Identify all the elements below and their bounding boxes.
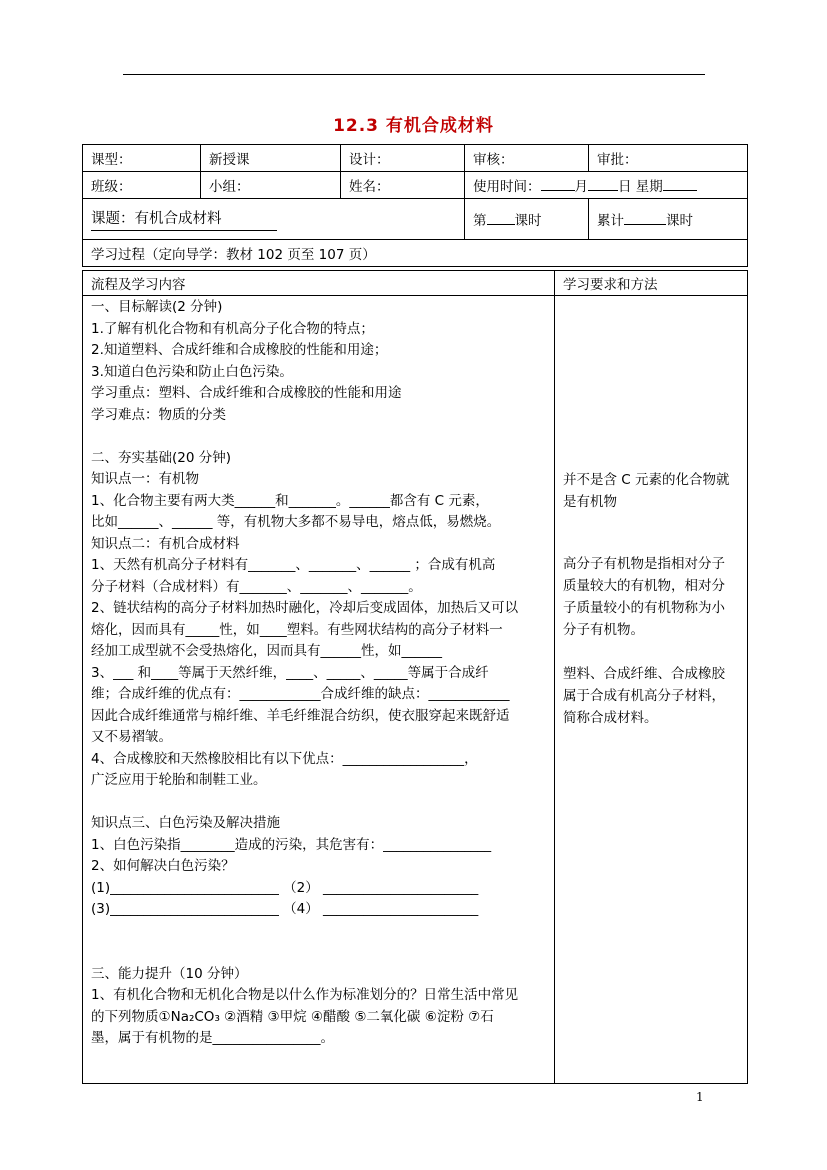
content-line: 分子材料（合成材料）有_______、_______、_______。 xyxy=(91,578,422,595)
method-note xyxy=(563,553,739,641)
method-note-line: 子质量较小的有机物称为小 xyxy=(563,600,725,616)
method-note xyxy=(563,469,739,513)
method-note-line: 属于合成有机高分子材料， xyxy=(563,688,725,704)
content-line: (3)_________________________ （4） _______________________ xyxy=(91,901,479,917)
content-line xyxy=(91,921,546,943)
content-line: 广泛应用于轮胎和制鞋工业。 xyxy=(91,772,267,788)
month-label: 月 xyxy=(574,179,588,195)
weekday-blank xyxy=(663,176,697,191)
content-right xyxy=(555,296,748,1084)
method-note-line: 是有机物 xyxy=(563,494,617,510)
content-line: 1、有机化合物和无机化合物是以什么作为标准划分的？日常生活中常见 xyxy=(91,987,519,1003)
designer-label: 设计： xyxy=(341,145,465,172)
course-type-value: 新授课 xyxy=(201,145,341,172)
learning-process: 学习过程（定向导学：教材 102 页至 107 页） xyxy=(83,240,748,267)
content-line: 一、目标解读(2 分钟) xyxy=(91,299,223,315)
content-table xyxy=(82,270,748,1084)
content-line: 知识点三、白色污染及解决措施 xyxy=(91,815,280,831)
content-body-row xyxy=(83,296,748,1084)
content-header-row xyxy=(83,271,748,296)
info-row-1 xyxy=(83,145,748,172)
content-line xyxy=(91,942,546,964)
content-line: 2、链状结构的高分子材料加热时融化，冷却后变成固体，加热后又可以 xyxy=(91,600,519,616)
right-header: 学习要求和方法 xyxy=(555,271,748,296)
total-suffix: 课时 xyxy=(666,213,693,229)
course-type-label: 课型： xyxy=(83,145,201,172)
content-line: 三、能力提升（10 分钟） xyxy=(91,965,248,982)
total-count xyxy=(589,199,748,240)
usage-time xyxy=(465,172,748,199)
month-blank xyxy=(541,176,575,191)
content-line: 3、___ 和____等属于天然纤维，____、_____、_____等属于合成纤 xyxy=(91,664,489,681)
left-header: 流程及学习内容 xyxy=(83,271,555,296)
content-line: 1.了解有机化合物和有机高分子化合物的特点； xyxy=(91,320,374,337)
content-line: 熔化，因而具有_____性，如____塑料。有些网状结构的高分子材料一 xyxy=(91,621,503,638)
content-line xyxy=(91,792,546,814)
info-row-4 xyxy=(83,240,748,267)
content-line: 二、夯实基础(20 分钟) xyxy=(91,449,232,466)
reviewer-label: 审核： xyxy=(465,145,589,172)
content-line: 学习重点：塑料、合成纤维和合成橡胶的性能和用途 xyxy=(91,385,402,401)
total-prefix: 累计 xyxy=(597,213,624,229)
info-table xyxy=(82,144,748,267)
method-note-line: 塑料、合成纤维、合成橡胶 xyxy=(563,666,725,682)
content-line: 1、化合物主要有两大类______和_______。______都含有 C 元素， xyxy=(91,492,489,509)
topic-label: 课题：有机合成材料 xyxy=(91,207,277,231)
content-line: 比如______、______ 等，有机物大多都不易导电，熔点低，易燃烧。 xyxy=(91,514,501,530)
method-note-line: 并不是含 C 元素的化合物就 xyxy=(563,472,730,488)
method-note-line: 分子有机物。 xyxy=(563,622,644,638)
lesson-blank xyxy=(487,210,515,225)
content-line: 学习难点：物质的分类 xyxy=(91,406,226,423)
lesson-suffix: 课时 xyxy=(514,213,542,229)
content-line: 3.知道白色污染和防止白色污染。 xyxy=(91,363,293,380)
lesson-count xyxy=(465,199,589,240)
content-line: 的下列物质①Na₂CO₃ ②酒精 ③甲烷 ④醋酸 ⑤二氧化碳 ⑥淀粉 ⑦石 xyxy=(91,1008,494,1025)
content-line: (1)_________________________ （2） _______________________ xyxy=(91,879,479,896)
usage-time-label: 使用时间： xyxy=(473,179,541,195)
info-row-2 xyxy=(83,172,748,199)
content-line xyxy=(91,426,546,448)
method-note-line: 质量较大的有机物，相对分 xyxy=(563,578,725,594)
content-line: 1、天然有机高分子材料有_______、_______、______ ；合成有机高 xyxy=(91,557,496,573)
content-line: 墨，属于有机物的是________________。 xyxy=(91,1030,334,1046)
content-line: 又不易褶皱。 xyxy=(91,729,172,745)
name-label: 姓名： xyxy=(341,172,465,199)
weekday-label: 日 星期 xyxy=(618,179,663,195)
total-blank xyxy=(624,210,666,225)
approver-label: 审批： xyxy=(589,145,748,172)
content-line: 知识点一：有机物 xyxy=(91,471,199,487)
header-rule xyxy=(123,74,705,75)
method-note-line: 高分子有机物是指相对分子 xyxy=(563,556,725,572)
content-line: 因此合成纤维通常与棉纤维、羊毛纤维混合纺织，使衣服穿起来既舒适 xyxy=(91,707,510,724)
group-label: 小组： xyxy=(201,172,341,199)
method-note xyxy=(563,663,739,729)
content-left xyxy=(83,296,555,1084)
content-line: 维；合成纤维的优点有：____________合成纤维的缺点：____________ xyxy=(91,686,510,702)
day-blank xyxy=(588,176,618,191)
page-number: 1 xyxy=(696,1090,704,1104)
page-title: 12.3 有机合成材料 xyxy=(333,116,494,136)
content-line: 1、白色污染指________造成的污染，其危害有：________________ xyxy=(91,836,492,853)
method-note-line: 简称合成材料。 xyxy=(563,710,658,726)
content-line: 知识点二：有机合成材料 xyxy=(91,535,240,552)
content-line: 经加工成型就不会受热熔化，因而具有______性，如______ xyxy=(91,643,442,659)
content-line: 2.知道塑料、合成纤维和合成橡胶的性能和用途； xyxy=(91,342,388,358)
class-label: 班级： xyxy=(83,172,201,199)
content-line: 2、如何解决白色污染？ xyxy=(91,858,235,874)
topic-cell xyxy=(83,199,465,240)
info-row-3 xyxy=(83,199,748,240)
content-line: 4、合成橡胶和天然橡胶相比有以下优点：__________________， xyxy=(91,750,478,767)
lesson-prefix: 第 xyxy=(473,213,487,229)
